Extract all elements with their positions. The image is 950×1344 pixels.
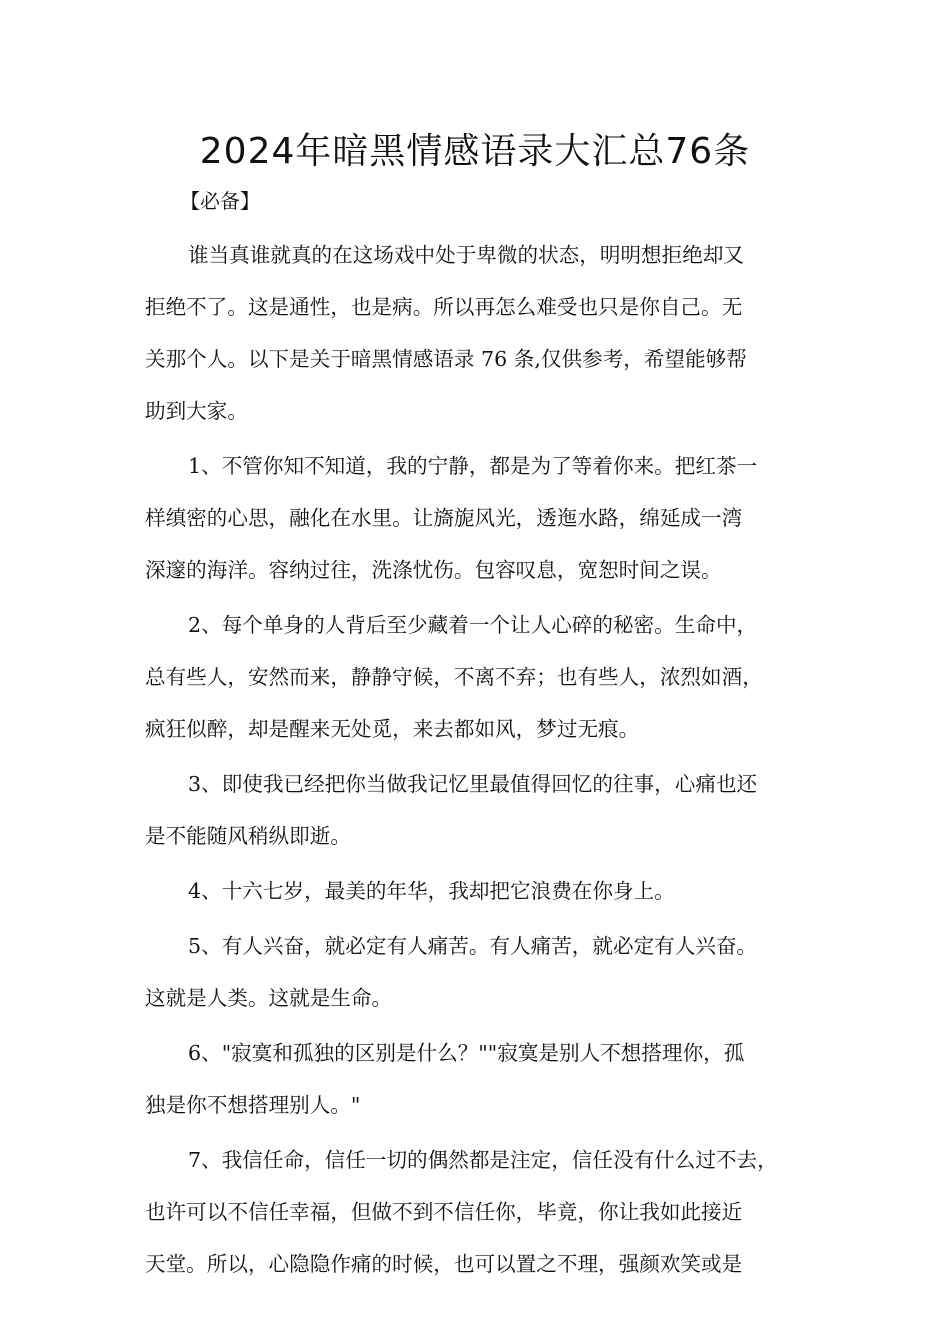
paragraph-line: 4、十六七岁，最美的年华，我却把它浪费在你身上。: [188, 879, 675, 903]
paragraph-line: 是不能随风稍纵即逝。: [145, 824, 351, 848]
paragraph-line: 助到大家。: [145, 399, 248, 423]
paragraph-line: 天堂。所以，心隐隐作痛的时候，也可以置之不理，强颜欢笑或是: [145, 1252, 743, 1276]
paragraph: [145, 1027, 825, 1131]
paragraph-line: 样缜密的心思，融化在水里。让旖旎风光，透迤水路，绵延成一湾: [145, 506, 743, 530]
paragraph-line: 3、即使我已经把你当做我记忆里最值得回忆的往事，心痛也还: [188, 772, 758, 796]
paragraph: [145, 1134, 825, 1290]
paragraph-line: 也许可以不信任幸福，但做不到不信任你，毕竟，你让我如此接近: [145, 1200, 743, 1224]
paragraph: [145, 599, 825, 755]
paragraph-line: 深邃的海洋。容纳过往，洗涤忧伤。包容叹息，宽恕时间之误。: [145, 558, 722, 582]
paragraph-line: 这就是人类。这就是生命。: [145, 986, 393, 1010]
paragraph-line: 关那个人。以下是关于暗黑情感语录 76 条,仅供参考，希望能够帮: [145, 347, 747, 371]
paragraph-line: 谁当真谁就真的在这场戏中处于卑微的状态，明明想拒绝却又: [188, 243, 745, 267]
paragraph-line: 疯狂似醉，却是醒来无处觅，来去都如风，梦过无痕。: [145, 717, 640, 741]
paragraph-line: 1、不管你知不知道，我的宁静，都是为了等着你来。把红茶一: [188, 454, 758, 478]
paragraph: [145, 758, 825, 862]
paragraph-line: 总有些人，安然而来，静静守候，不离不弃；也有些人，浓烈如酒，: [145, 665, 763, 689]
paragraph: [145, 229, 825, 437]
paragraph-line: 2、每个单身的人背后至少藏着一个让人心碎的秘密。生命中，: [188, 613, 758, 637]
document-title: 2024年暗黑情感语录大汇总76条: [199, 131, 751, 172]
paragraph-line: 5、有人兴奋，就必定有人痛苦。有人痛苦，就必定有人兴奋。: [188, 934, 758, 958]
paragraph-line: 拒绝不了。这是通性，也是病。所以再怎么难受也只是你自己。无: [145, 295, 743, 319]
document-body: [145, 229, 825, 1293]
paragraph: [145, 865, 825, 917]
document-subtitle: 【必备】: [180, 189, 260, 213]
paragraph-line: 7、我信任命，信任一切的偶然都是注定，信任没有什么过不去，: [188, 1148, 778, 1172]
paragraph: [145, 440, 825, 596]
paragraph-line: 独是你不想搭理别人。": [145, 1093, 361, 1117]
paragraph: [145, 920, 825, 1024]
paragraph-line: 6、"寂寞和孤独的区别是什么？""寂寞是别人不想搭理你，孤: [188, 1041, 745, 1065]
